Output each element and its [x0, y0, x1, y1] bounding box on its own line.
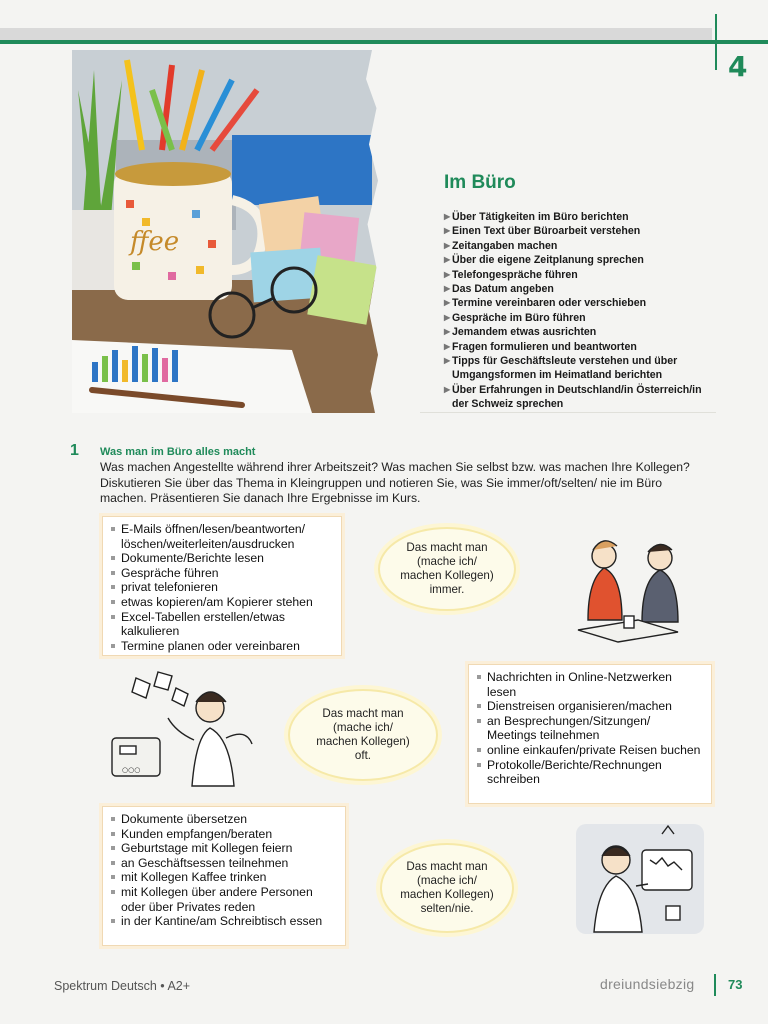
bubble-line: (mache ich/	[333, 720, 393, 734]
arrow-icon: ▶	[444, 240, 451, 250]
list-item	[111, 595, 333, 610]
goal-text: Termine vereinbaren oder verschieben	[452, 297, 647, 310]
header-bar	[0, 28, 712, 40]
frequency-bubble-selten-nie	[380, 843, 514, 933]
bullet-icon	[477, 719, 481, 723]
exercise-instructions: Was machen Angestellte während ihrer Arbeitszeit? Was machen Sie selbst bzw. was machen Ihre Kollegen? Diskutieren Sie über das Thema in Kleingruppen und notieren Sie, was Sie immer/oft/selten/ nie im Büro machen. Präsentieren Sie danach Ihre Ergebnisse im Kurs.	[100, 460, 690, 506]
list-item	[111, 841, 337, 856]
frequency-bubble-immer	[378, 527, 516, 611]
goal-text: Einen Text über Büroarbeit verstehen	[452, 225, 641, 238]
svg-text:○○○: ○○○	[122, 766, 141, 774]
bullet-icon	[477, 748, 481, 752]
goal-item	[444, 296, 716, 310]
arrow-icon: ▶	[444, 384, 451, 394]
list-item	[477, 743, 703, 758]
mug-lettering: ffee	[130, 227, 180, 257]
arrow-icon: ▶	[444, 212, 451, 221]
arrow-icon: ▶	[444, 255, 451, 265]
header-accent-line-right	[722, 40, 768, 44]
list-item-text: Dokumente übersetzen	[121, 812, 248, 826]
header-accent-line	[0, 40, 722, 44]
bullet-icon	[477, 763, 481, 767]
list-item	[111, 522, 333, 551]
bubble-line: Das macht man	[406, 540, 488, 554]
list-item-text: Termine planen oder vereinbaren	[121, 638, 300, 653]
list-item-text: Protokolle/Berichte/Rechnungen schreiben	[487, 757, 662, 787]
list-item-text: Dienstreisen organisieren/machen	[487, 699, 672, 714]
goal-text: Gespräche im Büro führen	[452, 311, 586, 324]
bullet-icon	[111, 644, 115, 648]
list-item	[111, 610, 333, 639]
goal-text: Jemandem etwas ausrichten	[452, 326, 597, 339]
activities-box-2	[468, 664, 712, 804]
list-item-text: E-Mails öffnen/lesen/beantworten/ löschen/weiterleiten/ausdrucken	[121, 522, 306, 551]
list-item	[111, 870, 337, 885]
list-item	[111, 551, 333, 566]
list-item	[477, 699, 703, 714]
arrow-icon: ▶	[444, 269, 451, 279]
bullet-icon	[111, 861, 115, 865]
goal-item	[444, 268, 716, 282]
arrow-icon: ▶	[444, 284, 451, 294]
bubble-text	[316, 707, 409, 764]
footer-divider	[714, 974, 716, 996]
goal-text: Das Datum angeben	[452, 283, 554, 296]
activities-box-1	[102, 516, 342, 656]
goal-item	[444, 224, 716, 238]
arrow-icon: ▶	[444, 312, 451, 322]
bullet-icon	[111, 832, 115, 836]
list-item-text: an Geschäftsessen teilnehmen	[121, 855, 289, 870]
list-item-text: mit Kollegen über andere Personen oder über Privates reden	[121, 884, 313, 914]
chapter-number: 4	[728, 50, 748, 83]
office-desk-illustration	[72, 50, 380, 413]
bubble-line: Das macht man	[406, 859, 488, 873]
list-item-text: Geburtstage mit Kollegen feiern	[121, 841, 293, 856]
goal-text: Tipps für Geschäftsleute verstehen und über Umgangsformen im Heimatland berichten	[452, 355, 678, 382]
arrow-icon: ▶	[444, 341, 451, 351]
frequency-bubble-oft	[288, 689, 438, 781]
bubble-line: selten/nie.	[420, 902, 474, 916]
list-item-text: Kunden empfangen/beraten	[121, 826, 273, 841]
list-item-text: online einkaufen/private Reisen buchen	[487, 742, 701, 757]
arrow-icon: ▶	[444, 327, 451, 337]
list-item-text: mit Kollegen Kaffee trinken	[121, 870, 267, 885]
bubble-line: machen Kollegen)	[400, 888, 494, 901]
stressed-worker-illustration	[106, 668, 266, 790]
goal-item	[444, 354, 716, 383]
page-number-word: dreiundsiebzig	[600, 976, 695, 992]
goal-text: Zeitangaben machen	[452, 239, 558, 252]
bubble-line: (mache ich/	[417, 873, 477, 887]
list-item-text: privat telefonieren	[121, 580, 218, 595]
activities-list	[477, 670, 703, 787]
book-title: Spektrum Deutsch • A2+	[54, 979, 191, 993]
colleagues-chatting-illustration	[566, 522, 696, 644]
bubble-line: Das macht man	[322, 706, 404, 720]
list-item-text: in der Kantine/am Schreibtisch essen	[121, 914, 323, 929]
bubble-text	[400, 541, 493, 598]
bullet-icon	[111, 556, 115, 560]
bullet-icon	[111, 527, 115, 531]
bullet-icon	[111, 919, 115, 923]
bullet-icon	[477, 675, 481, 679]
list-item-text: an Besprechungen/Sitzungen/ Meetings teilnehmen	[487, 713, 651, 743]
bullet-icon	[111, 846, 115, 850]
list-item	[477, 758, 703, 787]
goal-text: Über die eigene Zeitplanung sprechen	[452, 254, 644, 267]
goal-item	[444, 311, 716, 325]
bullet-icon	[111, 890, 115, 894]
office-desk-photo	[72, 50, 380, 413]
page-number: 73	[728, 977, 743, 992]
bubble-line: machen Kollegen)	[400, 569, 494, 582]
arrow-icon: ▶	[444, 298, 451, 308]
list-item-text: etwas kopieren/am Kopierer stehen	[121, 594, 313, 609]
chapter-title: Im Büro	[444, 172, 516, 193]
chapter-marker	[715, 14, 717, 70]
list-item-text: Gespräche führen	[121, 565, 219, 580]
bullet-icon	[111, 817, 115, 821]
goal-item	[444, 383, 716, 412]
goal-text: Fragen formulieren und beantworten	[452, 340, 637, 353]
list-item	[111, 885, 337, 914]
goal-text: Telefongespräche führen	[452, 268, 578, 281]
bubble-line: (mache ich/	[417, 554, 477, 568]
goal-item	[444, 325, 716, 339]
bullet-icon	[111, 615, 115, 619]
activities-box-3	[102, 806, 346, 946]
list-item	[477, 670, 703, 699]
goal-item	[444, 239, 716, 253]
person-at-computer-illustration	[576, 820, 706, 938]
list-item	[111, 580, 333, 595]
list-item	[477, 714, 703, 743]
learning-goals-list	[444, 210, 716, 412]
list-item	[111, 856, 337, 871]
bullet-icon	[111, 571, 115, 575]
activities-list	[111, 812, 337, 929]
activities-list	[111, 522, 333, 653]
list-item-text: Excel-Tabellen erstellen/etwas kalkulieren	[121, 609, 285, 639]
list-item	[111, 914, 337, 929]
list-item	[111, 827, 337, 842]
bubble-text	[400, 860, 493, 917]
goal-item	[444, 282, 716, 296]
goal-text: Über Tätigkeiten im Büro berichten	[452, 211, 629, 223]
arrow-icon: ▶	[444, 226, 451, 236]
goal-item	[444, 340, 716, 354]
goal-text: Über Erfahrungen in Deutschland/in Österreich/in der Schweiz sprechen	[452, 383, 702, 411]
bubble-line: immer.	[429, 583, 465, 597]
bullet-icon	[111, 875, 115, 879]
arrow-icon: ▶	[444, 356, 451, 366]
bullet-icon	[111, 585, 115, 589]
list-item	[111, 812, 337, 827]
exercise-number: 1	[70, 442, 79, 459]
list-item	[111, 639, 333, 654]
exercise-title: Was man im Büro alles macht	[100, 446, 256, 458]
divider	[420, 412, 716, 413]
bubble-line: machen Kollegen)	[316, 735, 410, 748]
bubble-line: oft.	[354, 749, 372, 763]
goal-item	[444, 253, 716, 267]
list-item	[111, 566, 333, 581]
bullet-icon	[477, 704, 481, 708]
list-item-text: Nachrichten in Online-Netzwerken lesen	[487, 670, 672, 699]
goal-item	[444, 210, 716, 224]
list-item-text: Dokumente/Berichte lesen	[121, 551, 264, 566]
bullet-icon	[111, 600, 115, 604]
